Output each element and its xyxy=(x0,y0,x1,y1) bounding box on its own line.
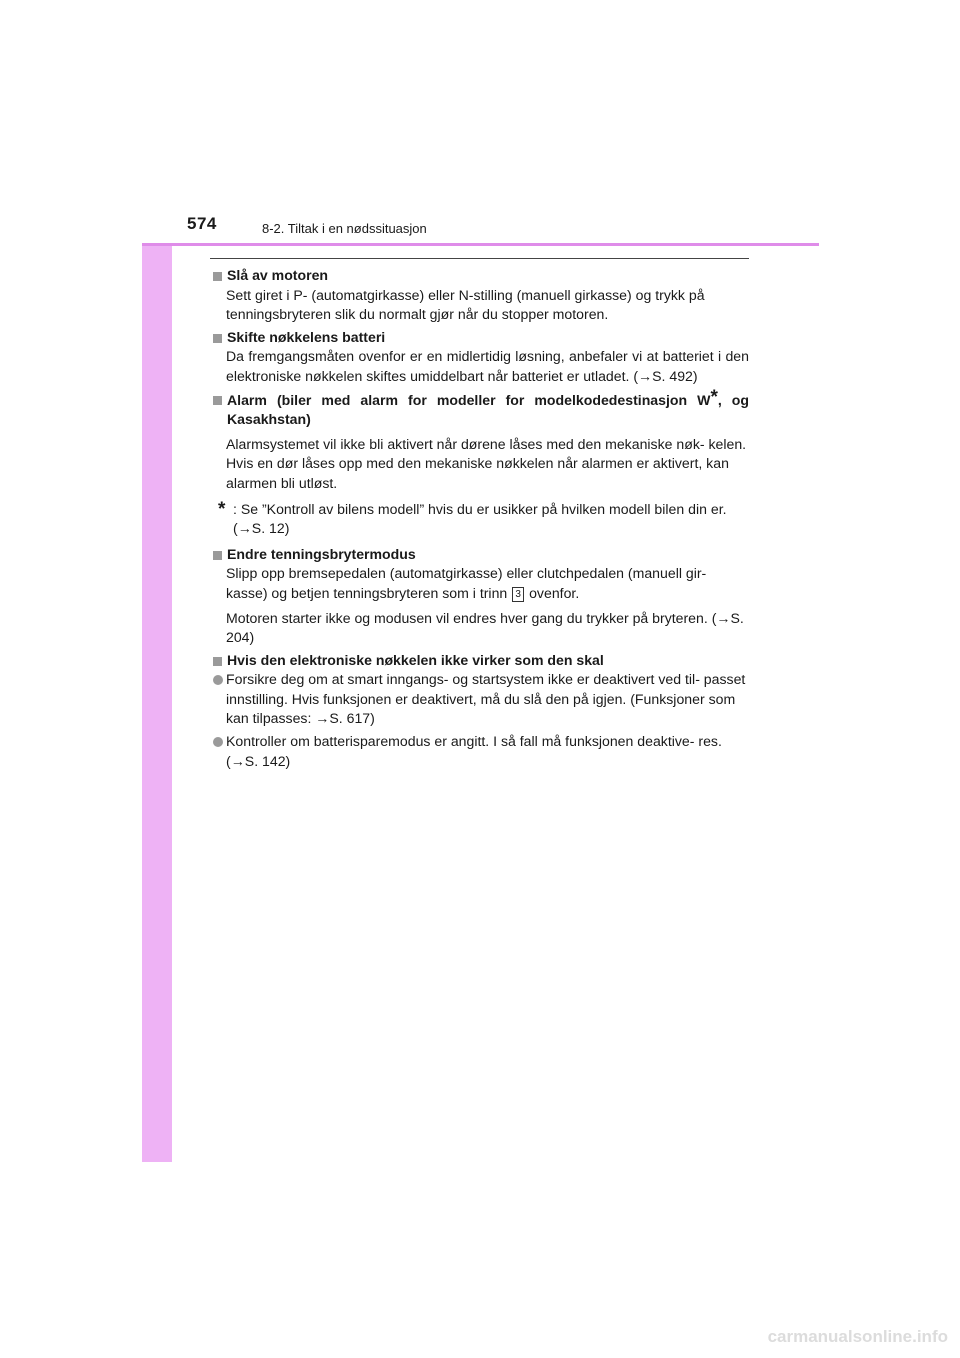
entry-heading xyxy=(227,386,749,430)
step-number-box: 3 xyxy=(512,587,524,602)
entry-body: Motoren starter ikke og modusen vil endres hver gang du trykker på bryteren. (→S. 204) xyxy=(226,609,744,646)
page-content xyxy=(211,266,749,774)
body-text-part: ovenfor. xyxy=(529,584,580,601)
asterisk-mark: * xyxy=(710,386,718,408)
page-number: 574 xyxy=(187,214,217,233)
footnote xyxy=(218,500,749,539)
entry-battery xyxy=(211,328,749,387)
entry-body: Da fremgangsmåten ovenfor er en midlertidig løsning, anbefaler vi at batteriet i den elektroniske nøkkelen skiftes umiddelbart når batteriet er utladet. (→S. 492) xyxy=(226,348,749,384)
entry-body xyxy=(211,564,749,603)
body-text-part: Slipp opp bremsepedalen (automatgirkasse) eller clutchpedalen (manuell gir- kasse) og betjen tenningsbryteren som i trinn xyxy=(226,565,707,601)
entry-heading: Slå av motoren xyxy=(227,267,329,283)
footnote-text: : Se ”Kontroll av bilens modell” hvis du er usikker på hvilken modell bilen din er. (→S. 12) xyxy=(233,500,727,537)
square-bullet-icon xyxy=(213,272,222,281)
entry-ignition-mode xyxy=(211,545,749,648)
circle-bullet-icon xyxy=(213,737,223,747)
entry-body: Sett giret i P- (automatgirkasse) eller N-stilling (manuell girkasse) og trykk på tenningsbryteren slik du normalt gjør når du stopper motoren. xyxy=(226,286,705,323)
list-item-text: Kontroller om batterisparemodus er angitt. I så fall må funksjonen deaktive- res. (→S. 142) xyxy=(226,733,722,769)
entry-body: Alarmsystemet vil ikke bli aktivert når dørene låses med den mekaniske nøk- kelen. xyxy=(226,435,747,452)
header-rule xyxy=(142,243,819,246)
list-item xyxy=(211,732,749,771)
entry-heading: Hvis den elektroniske nøkkelen ikke virker som den skal xyxy=(227,651,604,668)
heading-text-part: , og Kasakhstan) xyxy=(227,391,749,428)
entry-heading: Endre tenningsbrytermodus xyxy=(227,545,416,562)
watermark: carmanualsonline.info xyxy=(767,1327,948,1346)
square-bullet-icon xyxy=(213,551,222,560)
section-title: 8-2. Tiltak i en nødssituasjon xyxy=(262,221,427,236)
square-bullet-icon xyxy=(213,334,222,343)
content-top-rule xyxy=(210,258,749,259)
entry-stop-engine xyxy=(211,266,749,325)
entry-key-not-working xyxy=(211,651,749,772)
chapter-side-tab xyxy=(142,196,172,1162)
list-item-text: Forsikre deg om at smart inngangs- og startsystem ikke er deaktivert ved til- passet innstilling. Hvis funksjonen er deaktivert, må du slå den på igjen. (Funksjoner som kan tilpasses: →S. 617) xyxy=(226,671,746,727)
list-item xyxy=(211,670,749,729)
square-bullet-icon xyxy=(213,657,222,666)
heading-text-part: Alarm (biler med alarm for modeller for modelkodedestinasjon W xyxy=(227,391,711,408)
square-bullet-icon xyxy=(213,396,222,405)
circle-bullet-icon xyxy=(213,675,223,685)
entry-body: Hvis en dør låses opp med den mekaniske nøkkelen når alarmen er aktivert, kan alarmen bli utløst. xyxy=(226,455,729,491)
header-band xyxy=(142,196,820,244)
entry-alarm xyxy=(211,386,749,494)
footnote-mark: * xyxy=(218,498,226,520)
entry-heading: Skifte nøkkelens batteri xyxy=(227,328,386,345)
